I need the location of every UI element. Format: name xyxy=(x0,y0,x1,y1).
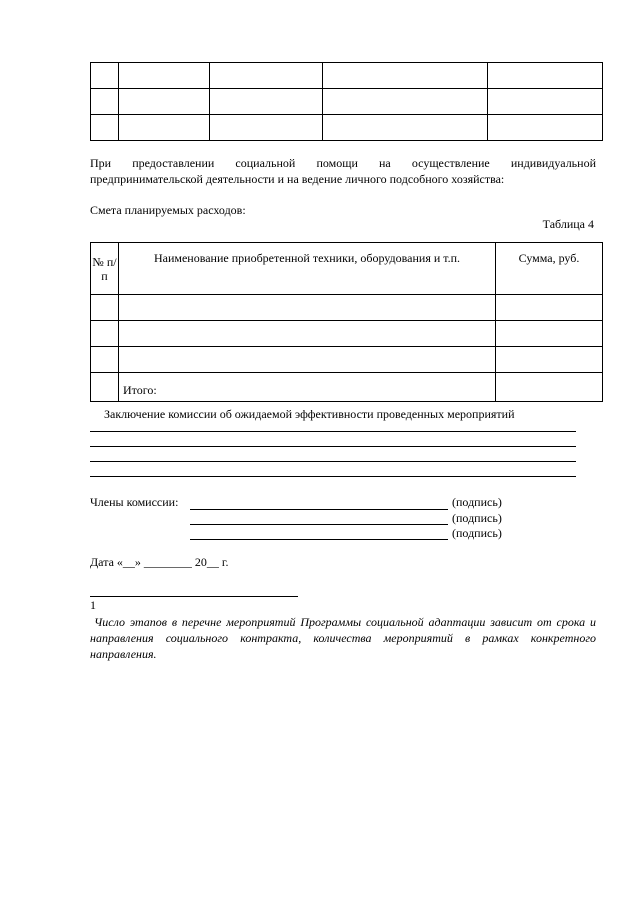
signature-caption: (подпись) xyxy=(452,526,502,540)
table-cell xyxy=(91,63,119,89)
header-item-name: Наименование приобретенной техники, оборудования и т.п. xyxy=(119,243,496,295)
commission-conclusion-heading: Заключение комиссии об ожидаемой эффективности проведенных мероприятий xyxy=(104,407,515,421)
footnote-text: Число этапов в перечне мероприятий Программы социальной адаптации зависит от срока и направления социального контракта, количества мероприятий в рамках конкретного направления. xyxy=(90,615,596,661)
table-cell xyxy=(91,115,119,141)
table-cell xyxy=(488,89,603,115)
table-row xyxy=(91,63,603,89)
table-cell xyxy=(488,63,603,89)
table-cell xyxy=(91,321,119,347)
conclusion-line xyxy=(90,431,576,432)
table-row xyxy=(91,89,603,115)
intro-paragraph: При предоставлении социальной помощи на осуществление индивидуальной предпринимательской деятельности и на ведение личного подсобного хозяйства: xyxy=(90,156,596,186)
members-label: Члены комиссии: xyxy=(90,495,179,509)
conclusion-line xyxy=(90,461,576,462)
table-cell xyxy=(210,63,323,89)
top-empty-table xyxy=(90,62,603,141)
table-header-row xyxy=(91,243,603,295)
table-cell xyxy=(496,347,603,373)
table-cell xyxy=(91,89,119,115)
table-cell xyxy=(210,89,323,115)
table-cell xyxy=(488,115,603,141)
total-amount-cell xyxy=(496,373,603,402)
table-cell xyxy=(323,89,488,115)
signature-caption: (подпись) xyxy=(452,495,502,509)
table-cell xyxy=(119,321,496,347)
table-cell xyxy=(119,347,496,373)
table-cell xyxy=(496,321,603,347)
table-row xyxy=(91,295,603,321)
table-cell xyxy=(496,295,603,321)
table-row xyxy=(91,347,603,373)
budget-label: Смета планируемых расходов: xyxy=(90,203,246,217)
table-cell xyxy=(119,89,210,115)
table-cell xyxy=(119,115,210,141)
table-cell xyxy=(119,63,210,89)
table-cell xyxy=(91,347,119,373)
table-caption: Таблица 4 xyxy=(542,217,594,231)
conclusion-line xyxy=(90,476,576,477)
footnote-marker: 1 xyxy=(90,598,96,612)
table-cell xyxy=(323,63,488,89)
signature-caption: (подпись) xyxy=(452,511,502,525)
budget-table xyxy=(90,242,603,402)
signature-line xyxy=(190,539,448,540)
table-row xyxy=(91,115,603,141)
conclusion-line xyxy=(90,446,576,447)
table-cell xyxy=(91,295,119,321)
total-label: Итого: xyxy=(119,373,496,402)
total-row xyxy=(91,373,603,402)
footnote-separator xyxy=(90,596,298,597)
table-cell xyxy=(210,115,323,141)
table-cell xyxy=(323,115,488,141)
signature-line xyxy=(190,524,448,525)
date-line: Дата «__» ________ 20__ г. xyxy=(90,555,229,569)
header-number: № п/п xyxy=(91,243,119,295)
signature-line xyxy=(190,509,448,510)
header-amount: Сумма, руб. xyxy=(496,243,603,295)
table-cell xyxy=(119,295,496,321)
table-row xyxy=(91,321,603,347)
table-cell xyxy=(91,373,119,402)
